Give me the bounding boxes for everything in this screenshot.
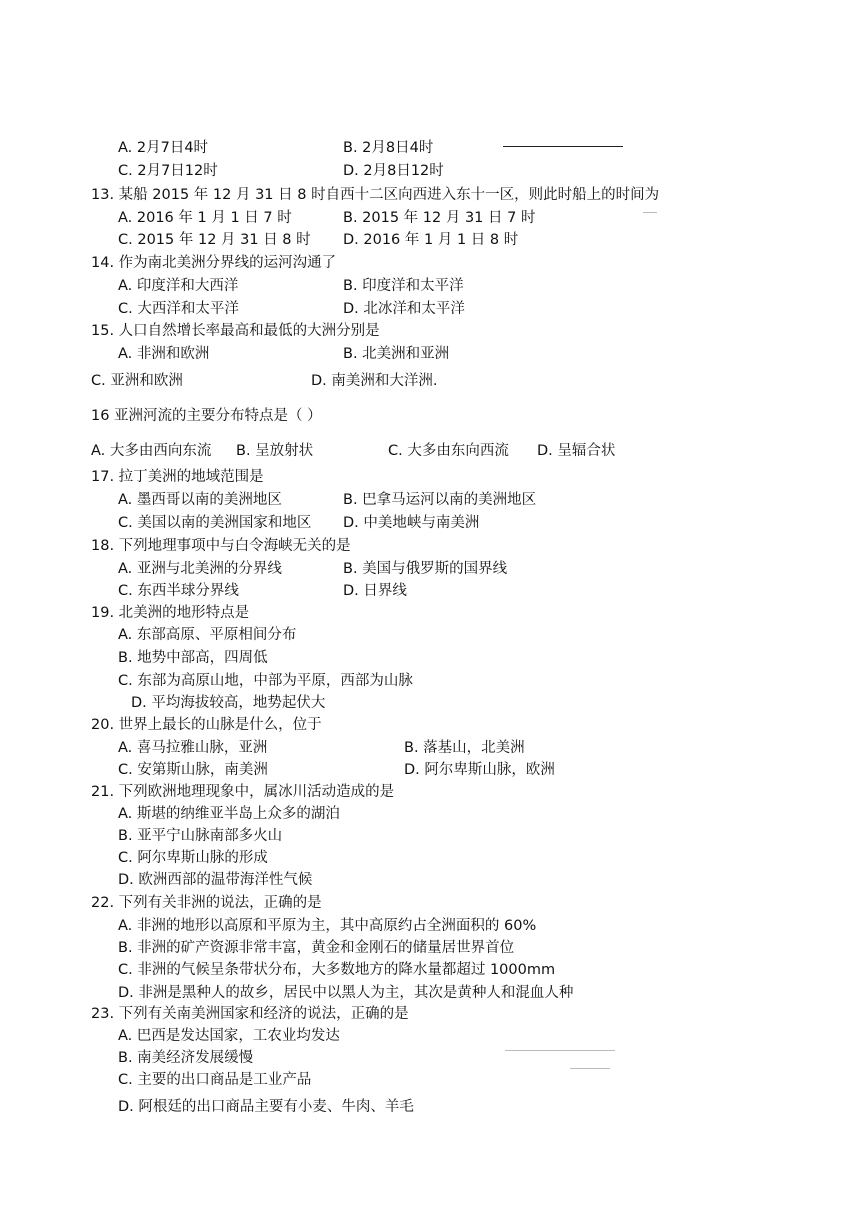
q19-stem: 19. 北美洲的地形特点是 [91, 605, 250, 621]
q18-option-a: A. 亚洲与北美洲的分界线 [118, 561, 282, 577]
q13-option-d: D. 2016 年 1 月 1 日 8 时 [343, 232, 519, 248]
scan-speck [505, 1050, 615, 1051]
q13-option-c: C. 2015 年 12 月 31 日 8 时 [118, 232, 311, 248]
q20-option-a: A. 喜马拉雅山脉，亚洲 [118, 740, 268, 756]
q22-stem: 22. 下列有关非洲的说法，正确的是 [91, 895, 322, 911]
q12-option-a: A. 2月7日4时 [118, 140, 209, 156]
q21-stem: 21. 下列欧洲地理现象中，属冰川活动造成的是 [91, 784, 395, 800]
q17-option-c: C. 美国以南的美洲国家和地区 [118, 515, 312, 531]
q14-stem: 14. 作为南北美洲分界线的运河沟通了 [91, 255, 337, 271]
q22-option-c: C. 非洲的气候呈条带状分布，大多数地方的降水量都超过 1000mm [118, 962, 556, 978]
q16-option-c: C. 大多由东向西流 [388, 443, 509, 459]
q15-option-a: A. 非洲和欧洲 [118, 346, 210, 362]
q20-option-c: C. 安第斯山脉，南美洲 [118, 762, 268, 778]
q15-option-b: B. 北美洲和亚洲 [343, 346, 450, 362]
q17-option-b: B. 巴拿马运河以南的美洲地区 [343, 492, 537, 508]
q18-option-d: D. 日界线 [343, 583, 407, 599]
q23-option-a: A. 巴西是发达国家，工农业均发达 [118, 1028, 340, 1044]
q17-option-d: D. 中美地峡与南美洲 [343, 515, 480, 531]
q21-option-a: A. 斯堪的纳维亚半岛上众多的湖泊 [118, 806, 340, 822]
q22-option-b: B. 非洲的矿产资源非常丰富，黄金和金刚石的储量居世界首位 [118, 940, 515, 956]
q20-stem: 20. 世界上最长的山脉是什么，位于 [91, 717, 322, 733]
q16-stem: 16 亚洲河流的主要分布特点是（ ） [91, 408, 322, 424]
q17-option-a: A. 墨西哥以南的美洲地区 [118, 492, 282, 508]
q19-option-b: B. 地势中部高，四周低 [118, 650, 268, 666]
q23-option-d: D. 阿根廷的出口商品主要有小麦、牛肉、羊毛 [118, 1099, 414, 1115]
q19-option-a: A. 东部高原、平原相间分布 [118, 627, 297, 643]
q14-option-d: D. 北冰洋和太平洋 [343, 301, 465, 317]
q22-option-a: A. 非洲的地形以高原和平原为主，其中高原约占全洲面积的 60% [118, 918, 537, 934]
q16-option-d: D. 呈辐合状 [537, 443, 616, 459]
q13-option-a: A. 2016 年 1 月 1 日 7 时 [118, 210, 292, 226]
q19-option-c: C. 东部为高原山地，中部为平原，西部为山脉 [118, 673, 413, 689]
q21-option-c: C. 阿尔卑斯山脉的形成 [118, 850, 268, 866]
q22-option-d: D. 非洲是黑种人的故乡，居民中以黑人为主，其次是黄种人和混血人种 [118, 985, 574, 1001]
q18-option-b: B. 美国与俄罗斯的国界线 [343, 561, 508, 577]
q16-option-b: B. 呈放射状 [236, 443, 314, 459]
q13-option-b: B. 2015 年 12 月 31 日 7 时 [343, 210, 536, 226]
q18-stem: 18. 下列地理事项中与白令海峡无关的是 [91, 538, 351, 554]
q15-stem: 15. 人口自然增长率最高和最低的大洲分别是 [91, 323, 380, 339]
q23-option-b: B. 南美经济发展缓慢 [118, 1050, 254, 1066]
q23-stem: 23. 下列有关南美洲国家和经济的说法，正确的是 [91, 1006, 409, 1022]
q19-option-d: D. 平均海拔较高，地势起伏大 [131, 695, 326, 711]
q17-stem: 17. 拉丁美洲的地域范围是 [91, 469, 264, 485]
q12-option-c: C. 2月7日12时 [118, 163, 218, 179]
q15-option-c: C. 亚洲和欧洲 [91, 373, 183, 389]
divider-line [503, 146, 623, 147]
q18-option-c: C. 东西半球分界线 [118, 583, 239, 599]
q12-option-d: D. 2月8日12时 [343, 163, 444, 179]
q16-option-a: A. 大多由西向东流 [91, 443, 212, 459]
q12-option-b: B. 2月8日4时 [343, 140, 434, 156]
q23-option-c: C. 主要的出口商品是工业产品 [118, 1072, 312, 1088]
q21-option-d: D. 欧洲西部的温带海洋性气候 [118, 872, 313, 888]
q13-stem: 13. 某船 2015 年 12 月 31 日 8 时自西十二区向西进入东十一区，则此时船上的时间为 [91, 187, 660, 203]
q15-option-d: D. 南美洲和大洋洲. [311, 373, 438, 389]
q14-option-a: A. 印度洋和大西洋 [118, 278, 239, 294]
q14-option-b: B. 印度洋和太平洋 [343, 278, 464, 294]
q20-option-b: B. 落基山，北美洲 [404, 740, 525, 756]
q14-option-c: C. 大西洋和太平洋 [118, 301, 239, 317]
q20-option-d: D. 阿尔卑斯山脉，欧洲 [404, 762, 555, 778]
scan-speck [643, 212, 657, 213]
scan-speck [570, 1068, 610, 1069]
q21-option-b: B. 亚平宁山脉南部多火山 [118, 828, 283, 844]
